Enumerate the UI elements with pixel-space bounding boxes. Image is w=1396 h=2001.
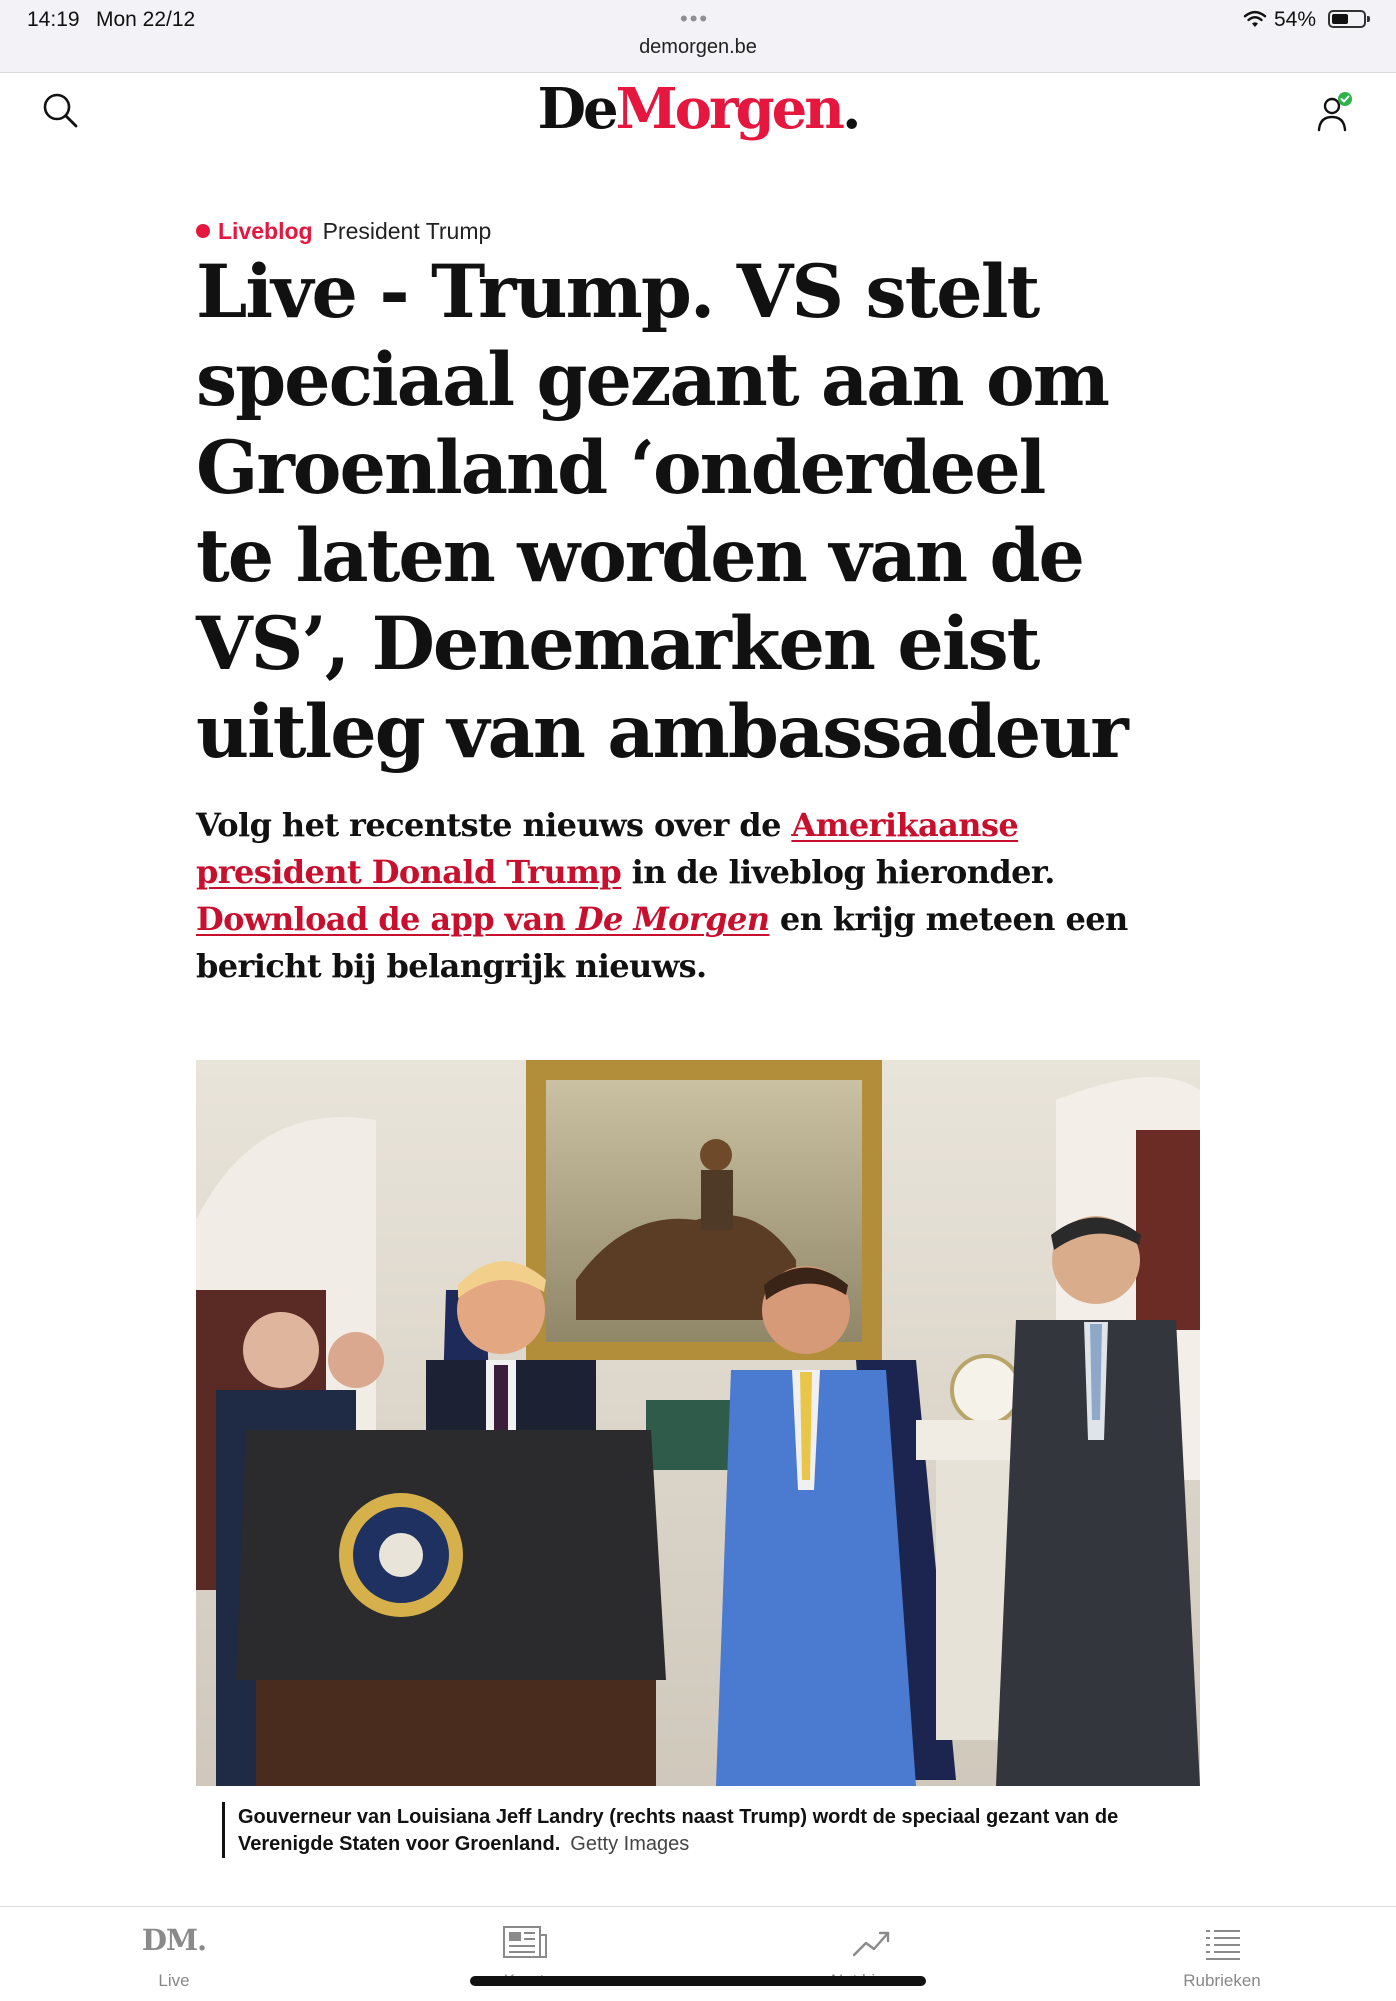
intro-link-demorgen: De Morgen <box>575 900 770 938</box>
kicker-liveblog[interactable]: Liveblog <box>218 218 313 244</box>
intro-link-trump[interactable]: Amerikaanse president Donald Trump <box>196 806 1019 891</box>
caption-text: Gouverneur van Louisiana Jeff Landry (rechts naast Trump) wordt de speciaal gezant van de Verenigde Staten voor Groenland. <box>238 1806 1119 1855</box>
kicker-topic[interactable]: President Trump <box>322 218 492 244</box>
battery-icon <box>1328 10 1366 28</box>
tab-krant[interactable] <box>424 1907 624 2001</box>
address-bar-url[interactable]: demorgen.be <box>639 36 757 58</box>
battery-percentage: 54% <box>1274 8 1317 31</box>
logo-morgen: Morgen <box>615 76 843 142</box>
photo-credit: Getty Images <box>570 1833 690 1855</box>
newspaper-icon <box>496 1923 552 1963</box>
bottom-tab-bar <box>0 1906 1396 2001</box>
article-headline: Live - Trump. VS stelt speciaal gezant aan om Groenland ‘onderdeel te laten worden van de VS’, Denemarken eist uitleg van ambassadeur <box>196 249 1127 775</box>
browser-menu-dots-icon[interactable]: ••• <box>680 6 710 31</box>
tab-rubrieken-label: Rubrieken <box>1183 1971 1261 1990</box>
dm-logo-icon: DM. <box>141 1923 207 1957</box>
intro-text-mid: in de liveblog hieronder. <box>621 853 1055 891</box>
tab-live[interactable] <box>74 1907 274 2001</box>
article-kicker <box>196 218 491 245</box>
trending-up-icon <box>844 1923 900 1963</box>
logo-dot: . <box>842 76 859 142</box>
article-hero-photo[interactable] <box>196 1060 1200 1786</box>
tab-rubrieken[interactable] <box>1122 1907 1322 2001</box>
intro-text-post: en krijg meteen een bericht bij belangrijk nieuws. <box>196 900 1128 985</box>
status-date: Mon 22/12 <box>96 8 196 31</box>
list-icon <box>1194 1923 1250 1963</box>
article-intro <box>196 802 1186 990</box>
wifi-icon <box>1243 10 1267 28</box>
status-time: 14:19 <box>27 8 80 31</box>
hero-photo-illustration <box>196 1060 1200 1786</box>
intro-link-download-app[interactable] <box>196 900 769 938</box>
caption-rule <box>222 1802 225 1858</box>
status-bar <box>0 0 1396 73</box>
photo-caption <box>238 1804 1198 1858</box>
logo-de: De <box>537 76 616 142</box>
demorgen-logo[interactable] <box>0 76 1396 142</box>
intro-text-pre: Volg het recentste nieuws over de <box>196 806 792 844</box>
live-dot-icon <box>196 224 210 238</box>
site-header <box>0 72 1396 160</box>
home-indicator[interactable] <box>470 1976 926 1986</box>
tab-net-binnen[interactable] <box>772 1907 972 2001</box>
tab-live-label: Live <box>158 1971 190 1990</box>
intro-link-download-text: Download de app van <box>196 900 576 938</box>
account-verified-icon[interactable] <box>1312 90 1358 136</box>
